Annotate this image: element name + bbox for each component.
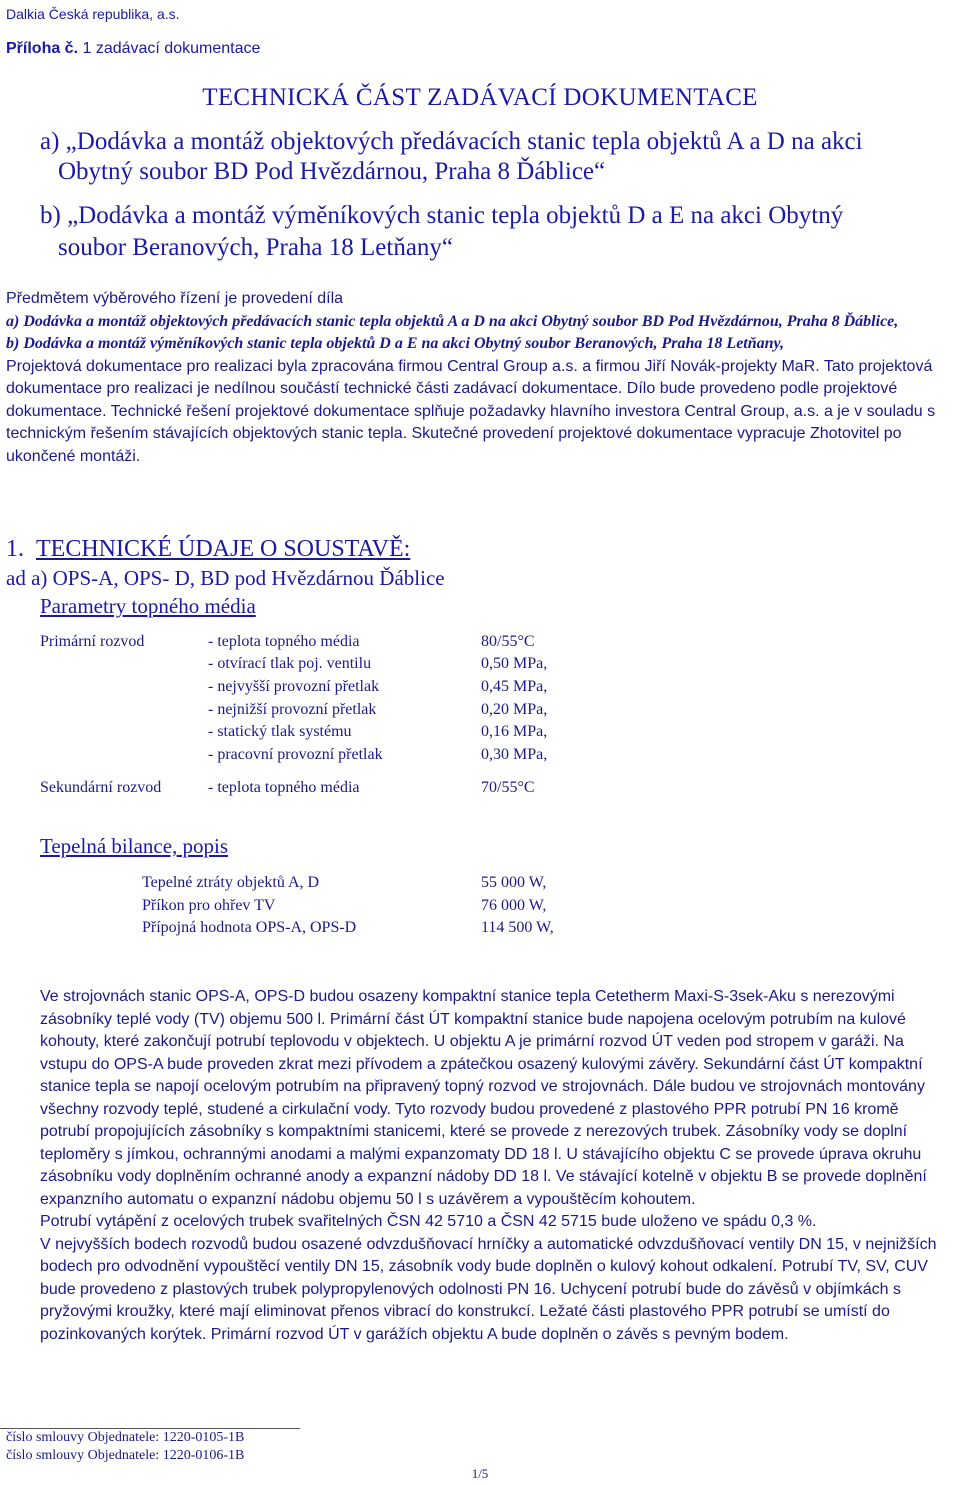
- balance-heading: Tepelná bilance, popis: [40, 834, 229, 858]
- subtitle-a-line1: a) „Dodávka a montáž objektových předávacích stanic tepla objektů A a D na akci: [40, 128, 863, 155]
- param-group-secondary: Sekundární rozvod: [40, 779, 162, 796]
- intro-item-a: a) Dodávka a montáž objektových předávacích stanic tepla objektů A a D na akci Obytný soubor BD Pod Hvězdárnou, Praha 8 Ďáblice,: [6, 312, 899, 330]
- section-subheading: ad a) OPS-A, OPS- D, BD pod Hvězdárnou Ďáblice: [6, 566, 445, 590]
- param-value: 0,20 MPa,: [481, 701, 548, 718]
- param-label: - teplota topného média: [208, 633, 360, 650]
- subtitle-a-line2: Obytný soubor BD Pod Hvězdárnou, Praha 8 Ďáblice“: [58, 158, 606, 185]
- balance-label: Příkon pro ohřev TV: [142, 897, 276, 914]
- description-paragraph: Ve strojovnách stanic OPS-A, OPS-D budou osazeny kompaktní stanice tepla Cetetherm Maxi-S-3sek-Aku s nerezovými zásobníky teplé vody (TV) objemu 500 l. Primární část ÚT kompaktní stanice bude napojena ocelovým potrubím na kulové kohouty, které zakončují potrubí teplovodu v objektech. U objektu A je primární rozvod ÚT veden pod stropem v garáži. Na vstupu do OPS-A bude proveden zkrat mezi přívodem a zpátečkou osazený kulovými závěry. Sekundární část ÚT kompaktní stanice tepla se napojí ocelovým potrubím na připravený topný rozvod ve strojovnách. Dále budou ve strojovnách montovány všechny rozvody teplé, studené a cirkulační vody. Tyto rozvody budou provedené z plastového PPR potrubí PN 16 kromě potrubí propojujících zásobníky s kompaktními stanicemi, které se provede z nerezových trubek. Zásobníky vody se doplní teploměry s jímkou, ochrannými anodami a malými expanzomaty DD 18 l. U stávajícího objektu C se provede úprava okruhu zásobníku vody doplněním ochranné anody a expanzní nádoby DD 18 l. Ve stávající kotelně v objektu B se provede doplnění expanzního automatu o expanzní nádobu objemu 50 l s uzávěrem a vypouštěcím kohoutem.: [40, 988, 927, 1208]
- param-value: 0,30 MPa,: [481, 746, 548, 763]
- description-body: [40, 986, 952, 1346]
- param-value: 80/55°C: [481, 633, 535, 650]
- intro-lead: Předmětem výběrového řízení je provedení díla: [6, 290, 344, 307]
- balance-value: 114 500 W,: [481, 919, 554, 936]
- param-value: 0,45 MPa,: [481, 678, 548, 695]
- company-name: Dalkia Česká republika, a.s.: [6, 6, 180, 22]
- section-title: TECHNICKÉ ÚDAJE O SOUSTAVĚ:: [36, 536, 411, 562]
- param-label: - nejvyšší provozní přetlak: [208, 678, 380, 695]
- params-heading: Parametry topného média: [40, 594, 256, 618]
- param-label: - nejnižší provozní přetlak: [208, 701, 377, 718]
- section-number: 1.: [6, 536, 24, 562]
- param-group-primary: Primární rozvod: [40, 633, 145, 650]
- intro-body: Projektová dokumentace pro realizaci byla zpracována firmou Central Group a.s. a firmou Jiří Novák-projekty MaR. Tato projektová dokumentace pro realizaci je nedílnou součástí technické části zadávací dokumentace. Dílo bude provedeno podle projektové dokumentace. Technické řešení projektové dokumentace splňuje požadavky hlavního investora Central Group, a.s. a je v souladu s technickým řešením stávajících objektových stanic tepla. Skutečné provedení projektové dokumentace vypracuje Zhotovitel po ukončené montáži.: [6, 357, 936, 465]
- document-title: TECHNICKÁ ČÁST ZADÁVACÍ DOKUMENTACE: [202, 84, 758, 111]
- param-value: 0,50 MPa,: [481, 655, 548, 672]
- page-number: 1/5: [471, 1466, 489, 1481]
- description-paragraph: Potrubí vytápění z ocelových trubek svařitelných ČSN 42 5710 a ČSN 42 5715 bude uloženo ve spádu 0,3 %.: [40, 1213, 817, 1230]
- balance-label: Přípojná hodnota OPS-A, OPS-D: [142, 919, 357, 936]
- balance-value: 76 000 W,: [481, 897, 547, 914]
- intro-paragraph: [6, 288, 954, 468]
- contract-number-1: číslo smlouvy Objednatele: 1220-0105-1B: [6, 1430, 245, 1445]
- description-paragraph: V nejvyšších bodech rozvodů budou osazené odvzdušňovací hrníčky a automatické odvzdušňovací ventily DN 15, v nejnižších bodech pro odvodnění vypouštěcí ventily DN 15, zásobník vody bude doplněn o kulový kohout odkalení. Potrubí TV, SV, CUV bude provedeno z plastových trubek polypropylenových odolnosti PN 16. Uchycení potrubí bude do závěsů v objímkách s pryžovými kroužky, které mají eliminovat přenos vibrací do konstrukcí. Ležaté části plastového PPR potrubí se umístí do pozinkovaných korýtek. Primární rozvod ÚT v garážích objektu A bude doplněn o závěs s pevným bodem.: [40, 1235, 937, 1343]
- param-label: - teplota topného média: [208, 779, 360, 796]
- param-value: 70/55°C: [481, 779, 535, 796]
- contract-number-2: číslo smlouvy Objednatele: 1220-0106-1B: [6, 1448, 245, 1463]
- param-value: 0,16 MPa,: [481, 723, 548, 740]
- intro-item-b: b) Dodávka a montáž výměníkových stanic tepla objektů D a E na akci Obytný soubor Beranových, Praha 18 Letňany,: [6, 335, 785, 352]
- annex-label-bold: Příloha č.: [6, 40, 79, 57]
- param-label: - pracovní provozní přetlak: [208, 746, 383, 763]
- subtitle-b-line2: soubor Beranových, Praha 18 Letňany“: [58, 234, 454, 261]
- param-label: - otvírací tlak poj. ventilu: [208, 655, 372, 672]
- footer-divider: [0, 1428, 300, 1429]
- param-label: - statický tlak systému: [208, 723, 352, 740]
- balance-value: 55 000 W,: [481, 874, 547, 891]
- annex-label: [6, 40, 260, 58]
- annex-label-rest: 1 zadávací dokumentace: [78, 40, 261, 57]
- section-heading: [6, 536, 410, 563]
- subtitle-b-line1: b) „Dodávka a montáž výměníkových stanic tepla objektů D a E na akci Obytný: [40, 202, 844, 229]
- balance-label: Tepelné ztráty objektů A, D: [142, 874, 320, 891]
